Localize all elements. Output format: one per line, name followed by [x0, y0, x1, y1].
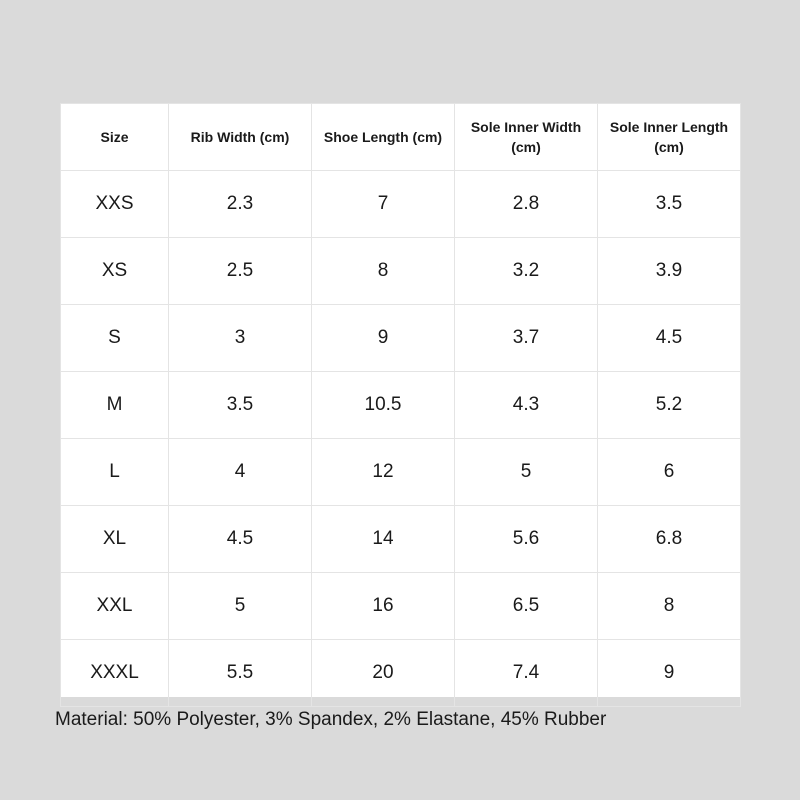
- cell-size: XXL: [61, 573, 169, 640]
- cell-sole-inner-width: 5.6: [455, 506, 598, 573]
- table-row: [61, 439, 741, 506]
- cell-sole-inner-length: 5.2: [598, 372, 741, 439]
- cell-size: XL: [61, 506, 169, 573]
- cell-sole-inner-width: 3.7: [455, 305, 598, 372]
- header-size: Size: [61, 104, 169, 171]
- size-chart-card: [60, 103, 740, 697]
- header-sole-inner-width: Sole Inner Width (cm): [455, 104, 598, 171]
- cell-size: L: [61, 439, 169, 506]
- cell-rib-width: 3: [169, 305, 312, 372]
- cell-sole-inner-length: 4.5: [598, 305, 741, 372]
- table-row: [61, 238, 741, 305]
- cell-sole-inner-width: 7.4: [455, 640, 598, 707]
- cell-sole-inner-width: 3.2: [455, 238, 598, 305]
- table-row: [61, 506, 741, 573]
- cell-sole-inner-length: 3.9: [598, 238, 741, 305]
- cell-size: M: [61, 372, 169, 439]
- cell-rib-width: 2.5: [169, 238, 312, 305]
- table-header-row: [61, 104, 741, 171]
- cell-rib-width: 4: [169, 439, 312, 506]
- material-note: Material: 50% Polyester, 3% Spandex, 2% Elastane, 45% Rubber: [55, 709, 607, 730]
- cell-size: XXXL: [61, 640, 169, 707]
- table-row: [61, 305, 741, 372]
- cell-sole-inner-width: 6.5: [455, 573, 598, 640]
- cell-shoe-length: 12: [312, 439, 455, 506]
- table-row: [61, 573, 741, 640]
- cell-shoe-length: 9: [312, 305, 455, 372]
- cell-sole-inner-length: 8: [598, 573, 741, 640]
- cell-shoe-length: 10.5: [312, 372, 455, 439]
- table-row: [61, 171, 741, 238]
- table-row: [61, 640, 741, 707]
- cell-size: S: [61, 305, 169, 372]
- size-chart-table: [60, 103, 741, 707]
- cell-shoe-length: 7: [312, 171, 455, 238]
- cell-rib-width: 5.5: [169, 640, 312, 707]
- cell-sole-inner-width: 4.3: [455, 372, 598, 439]
- cell-rib-width: 4.5: [169, 506, 312, 573]
- header-rib-width: Rib Width (cm): [169, 104, 312, 171]
- cell-sole-inner-width: 5: [455, 439, 598, 506]
- cell-rib-width: 3.5: [169, 372, 312, 439]
- cell-size: XXS: [61, 171, 169, 238]
- cell-shoe-length: 20: [312, 640, 455, 707]
- cell-rib-width: 5: [169, 573, 312, 640]
- table-body: [61, 171, 741, 707]
- cell-rib-width: 2.3: [169, 171, 312, 238]
- cell-shoe-length: 16: [312, 573, 455, 640]
- cell-sole-inner-width: 2.8: [455, 171, 598, 238]
- table-row: [61, 372, 741, 439]
- cell-sole-inner-length: 3.5: [598, 171, 741, 238]
- cell-sole-inner-length: 6: [598, 439, 741, 506]
- cell-sole-inner-length: 9: [598, 640, 741, 707]
- cell-shoe-length: 14: [312, 506, 455, 573]
- cell-sole-inner-length: 6.8: [598, 506, 741, 573]
- header-sole-inner-length: Sole Inner Length (cm): [598, 104, 741, 171]
- cell-shoe-length: 8: [312, 238, 455, 305]
- header-shoe-length: Shoe Length (cm): [312, 104, 455, 171]
- cell-size: XS: [61, 238, 169, 305]
